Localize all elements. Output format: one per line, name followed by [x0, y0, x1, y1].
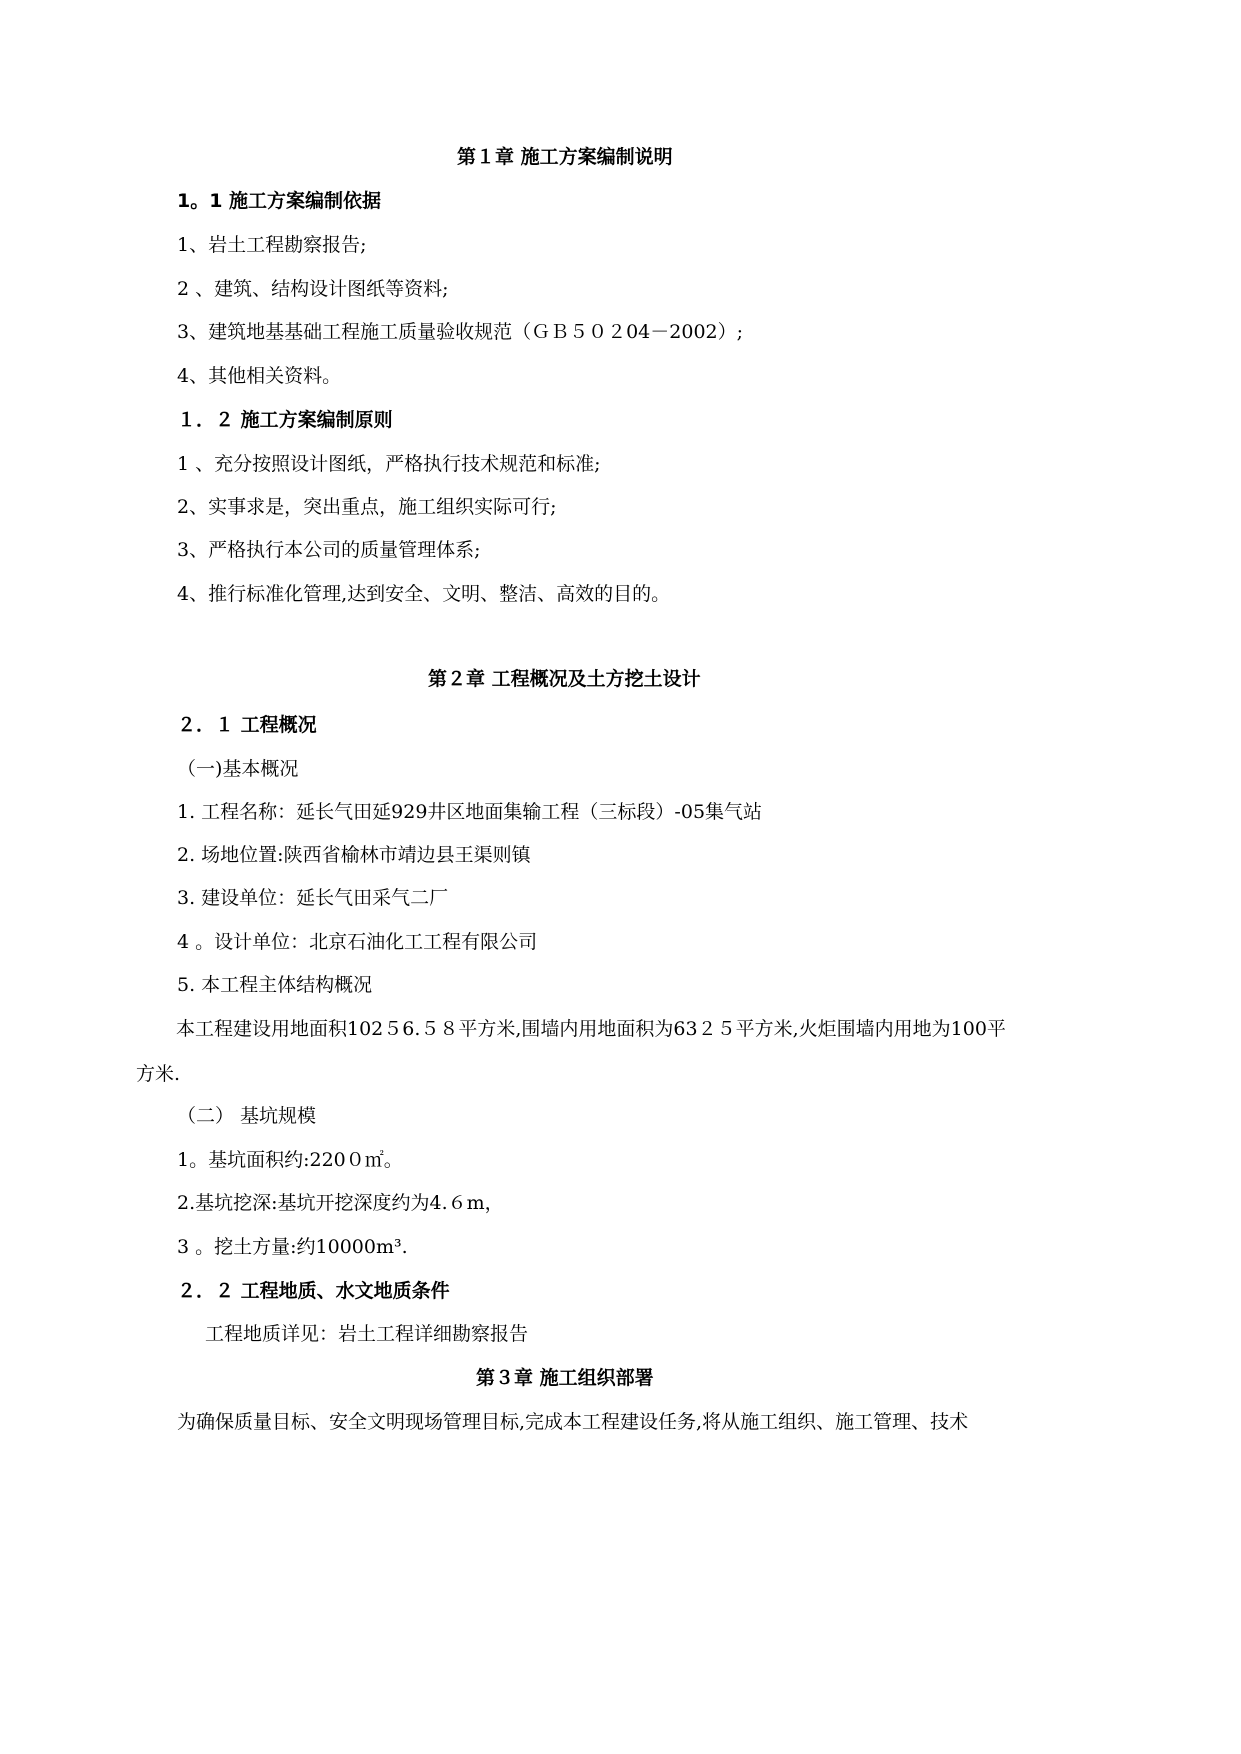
list-item: 4、推行标准化管理,达到安全、文明、整洁、高效的目的。 — [177, 583, 671, 605]
subsection-title: （二） 基坑规模 — [177, 1105, 317, 1127]
section-1-1-title: 1。1 施工方案编制依据 — [177, 190, 382, 212]
paragraph-line: 为确保质量目标、安全文明现场管理目标,完成本工程建设任务,将从施工组织、施工管理、技术 — [177, 1411, 969, 1433]
list-item: 2. 场地位置:陕西省榆林市靖边县王渠则镇 — [177, 844, 531, 866]
list-item: 1. 工程名称：延长气田延929井区地面集输工程（三标段）-05集气站 — [177, 801, 763, 823]
list-item: 1、岩土工程勘察报告; — [177, 234, 367, 256]
list-item: 1 、充分按照设计图纸，严格执行技术规范和标准; — [177, 453, 601, 475]
list-item: 2.基坑挖深:基坑开挖深度约为4.６m， — [177, 1192, 504, 1214]
list-item: 2、实事求是，突出重点，施工组织实际可行; — [177, 496, 557, 518]
list-item: 3 。挖土方量:约10000m³. — [177, 1236, 408, 1258]
section-2-2-title: ２．２ 工程地质、水文地质条件 — [177, 1280, 450, 1302]
paragraph-line: 本工程建设用地面积102５6.５８平方米,围墙内用地面积为63２５平方米,火炬围墙内用地为100平 — [176, 1018, 1006, 1040]
section-1-2-title: １．２ 施工方案编制原则 — [177, 409, 393, 431]
section-2-1-title: ２．１ 工程概况 — [177, 714, 317, 736]
chapter-2-title: 第２章 工程概况及土方挖土设计 — [428, 668, 701, 690]
list-item: 5. 本工程主体结构概况 — [177, 974, 373, 996]
subsection-title: （一)基本概况 — [177, 758, 299, 780]
list-item: 3. 建设单位：延长气田采气二厂 — [177, 887, 449, 909]
paragraph-line: 工程地质详见：岩土工程详细勘察报告 — [205, 1323, 529, 1345]
list-item: 3、建筑地基基础工程施工质量验收规范（ＧＢ５０２04－2002）; — [177, 321, 744, 343]
list-item: 1。基坑面积约:220０㎡。 — [177, 1149, 403, 1171]
paragraph-line: 方米. — [136, 1063, 181, 1085]
list-item: 4、其他相关资料。 — [177, 365, 342, 387]
chapter-1-title: 第１章 施工方案编制说明 — [457, 146, 673, 168]
list-item: 2 、建筑、结构设计图纸等资料; — [177, 278, 449, 300]
list-item: 4 。设计单位：北京石油化工工程有限公司 — [177, 931, 538, 953]
list-item: 3、严格执行本公司的质量管理体系; — [177, 539, 481, 561]
chapter-3-title: 第３章 施工组织部署 — [476, 1367, 654, 1389]
